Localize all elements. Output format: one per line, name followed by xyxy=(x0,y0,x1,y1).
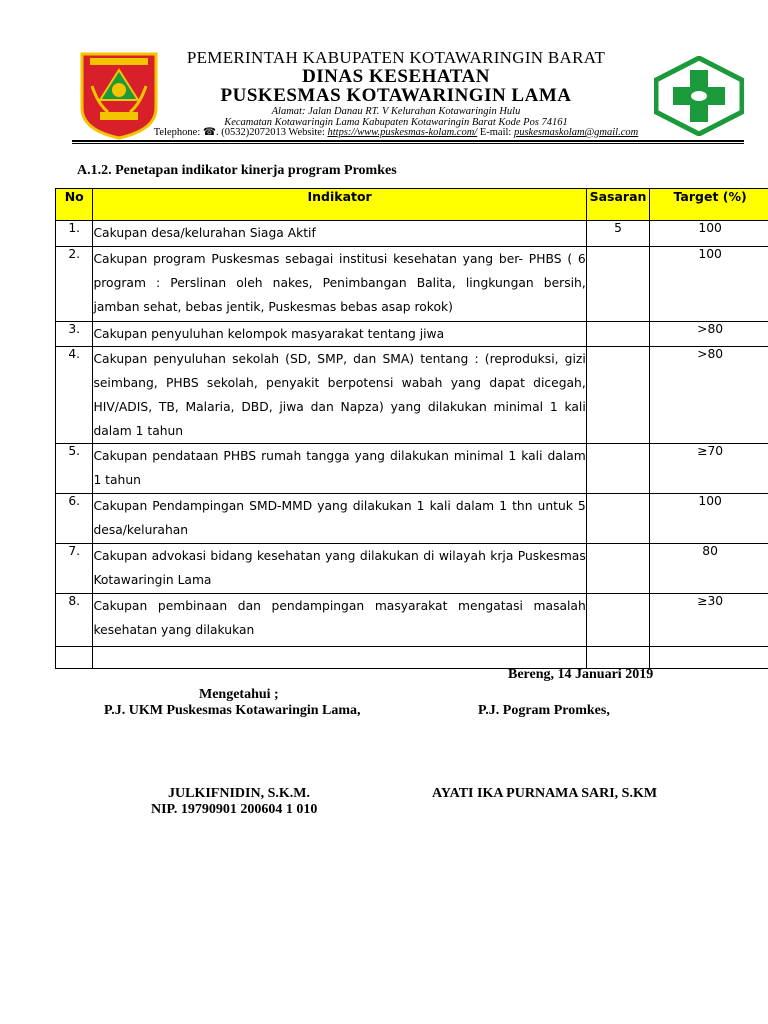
header-address-1: Alamat: Jalan Danau RT. V Kelurahan Kotawaringin Hulu xyxy=(271,106,521,117)
table-row xyxy=(56,221,768,247)
row-sasaran xyxy=(586,247,649,322)
row-sasaran: 5 xyxy=(586,221,649,247)
row-sasaran xyxy=(586,322,649,347)
row-no: 2. xyxy=(56,247,93,322)
header-contact xyxy=(12,126,768,138)
signing-date: Bereng, 14 Januari 2019 xyxy=(508,667,654,682)
left-signer-name: JULKIFNIDIN, S.K.M. xyxy=(168,786,310,801)
row-target: 100 xyxy=(650,247,768,322)
email-link[interactable]: puskesmaskolam@gmail.com xyxy=(513,127,639,138)
row-no: 6. xyxy=(56,494,93,544)
left-signer-title: P.J. UKM Puskesmas Kotawaringin Lama, xyxy=(104,703,361,718)
table-row xyxy=(56,247,768,322)
table-row xyxy=(56,494,768,544)
row-indikator: Cakupan penyuluhan sekolah (SD, SMP, dan SMA) tentang : (reproduksi, gizi seimbang, PHBS sekolah, penyakit berpotensi wabah yang dapat dicegah, HIV/ADIS, TB, Malaria, DBD, jiwa dan Napza) yang dilakukan minimal 1 kali dalam 1 tahun xyxy=(93,347,586,444)
row-no: 7. xyxy=(56,544,93,594)
row-indikator: Cakupan pembinaan dan pendampingan masyarakat mengatasi masalah kesehatan yang dilakukan xyxy=(93,594,586,647)
row-indikator: Cakupan program Puskesmas sebagai institusi kesehatan yang ber- PHBS ( 6 program : Perslinan oleh nakes, Penimbangan Balita, lingkungan bersih, jamban sehat, bebas jentik, Puskesmas bebas asap rokok) xyxy=(93,247,586,322)
row-indikator: Cakupan advokasi bidang kesehatan yang dilakukan di wilayah krja Puskesmas Kotawaringin Lama xyxy=(93,544,586,594)
header-divider-thin xyxy=(72,143,744,144)
col-header-target: Target (%) xyxy=(650,189,768,221)
table-row xyxy=(56,544,768,594)
header-address-2: Kecamatan Kotawaringin Lama Kabupaten Kotawaringin Barat Kode Pos 74161 xyxy=(224,117,568,128)
col-header-indikator: Indikator xyxy=(93,189,586,221)
table-row xyxy=(56,594,768,647)
col-header-no: No xyxy=(56,189,93,221)
table-row xyxy=(56,347,768,444)
row-no: 8. xyxy=(56,594,93,647)
row-indikator: Cakupan desa/kelurahan Siaga Aktif xyxy=(93,221,586,247)
right-signer-name: AYATI IKA PURNAMA SARI, S.KM xyxy=(432,786,658,801)
header-department: DINAS KESEHATAN xyxy=(302,66,490,87)
row-no: 4. xyxy=(56,347,93,444)
row-sasaran xyxy=(586,647,649,669)
row-target: >80 xyxy=(650,322,768,347)
header-puskesmas: PUSKESMAS KOTAWARINGIN LAMA xyxy=(220,85,572,106)
right-signer-title: P.J. Pogram Promkes, xyxy=(478,703,610,718)
header-divider xyxy=(72,140,744,142)
table-row xyxy=(56,444,768,494)
table-row-empty xyxy=(56,647,768,669)
row-no xyxy=(56,647,93,669)
indicator-table xyxy=(55,188,768,669)
email-label: E-mail: xyxy=(477,127,514,138)
header-government: PEMERINTAH KABUPATEN KOTAWARINGIN BARAT xyxy=(186,48,606,67)
row-indikator xyxy=(93,647,586,669)
row-target xyxy=(650,647,768,669)
row-indikator: Cakupan Pendampingan SMD-MMD yang dilakukan 1 kali dalam 1 thn untuk 5 desa/kelurahan xyxy=(93,494,586,544)
row-target: >80 xyxy=(650,347,768,444)
table-header-row xyxy=(56,189,768,221)
row-target: 100 xyxy=(650,494,768,544)
row-sasaran xyxy=(586,544,649,594)
row-indikator: Cakupan penyuluhan kelompok masyarakat tentang jiwa xyxy=(93,322,586,347)
row-target: ≥30 xyxy=(650,594,768,647)
row-sasaran xyxy=(586,347,649,444)
col-header-sasaran: Sasaran xyxy=(586,189,649,221)
row-indikator: Cakupan pendataan PHBS rumah tangga yang dilakukan minimal 1 kali dalam 1 tahun xyxy=(93,444,586,494)
table-row xyxy=(56,322,768,347)
row-no: 3. xyxy=(56,322,93,347)
row-no: 5. xyxy=(56,444,93,494)
row-target: 100 xyxy=(650,221,768,247)
row-no: 1. xyxy=(56,221,93,247)
row-sasaran xyxy=(586,594,649,647)
row-sasaran xyxy=(586,494,649,544)
row-sasaran xyxy=(586,444,649,494)
row-target: 80 xyxy=(650,544,768,594)
telephone-text: Telephone: ☎. (0532)2072013 Website: xyxy=(153,127,328,138)
website-link[interactable]: https://www.puskesmas-kolam.com/ xyxy=(327,127,478,138)
left-signer-nip: NIP. 19790901 200604 1 010 xyxy=(151,802,318,817)
row-target: ≥70 xyxy=(650,444,768,494)
acknowledged-label: Mengetahui ; xyxy=(199,687,279,702)
section-title: A.1.2. Penetapan indikator kinerja program Promkes xyxy=(77,163,397,178)
